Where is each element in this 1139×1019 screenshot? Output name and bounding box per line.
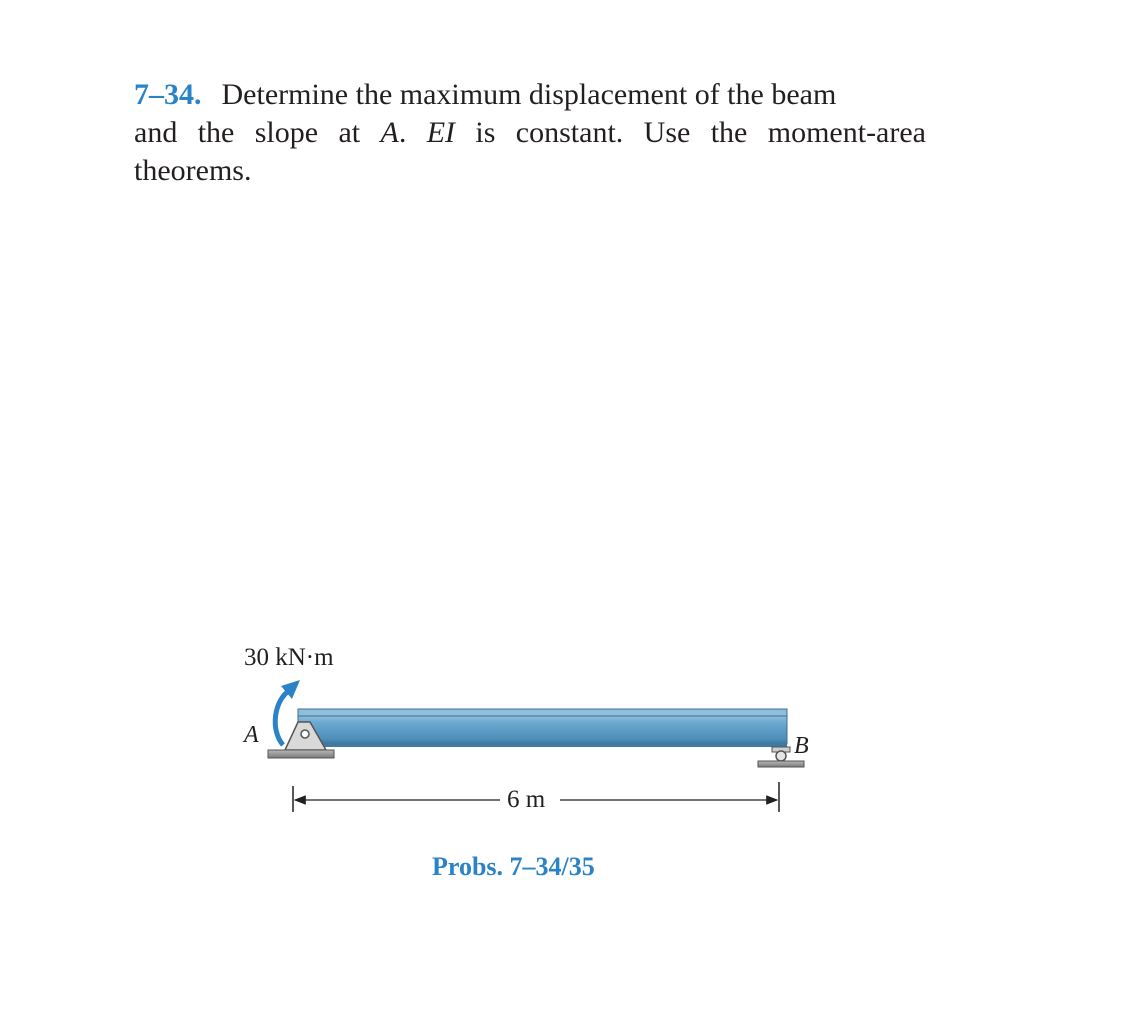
moment-label: 30 kN·m — [244, 644, 334, 671]
point-a-ref: A — [380, 116, 399, 149]
figure-caption: Probs. 7–34/35 — [432, 852, 595, 881]
problem-line-3: theorems. — [134, 154, 252, 187]
ei-ref: EI — [426, 116, 456, 149]
beam — [298, 709, 787, 747]
problem-number: 7–34. — [134, 78, 202, 111]
span-label: 6 m — [507, 786, 546, 813]
support-a-label: A — [244, 722, 259, 748]
problem-text-1: Determine the maximum displacement of the beam — [221, 78, 837, 111]
problem-text-2b: . — [398, 116, 427, 149]
problem-text-2c: is constant. Use the moment-area — [455, 116, 926, 149]
support-b-label: B — [794, 733, 809, 759]
problem-text-2a: and the slope at — [134, 116, 381, 149]
